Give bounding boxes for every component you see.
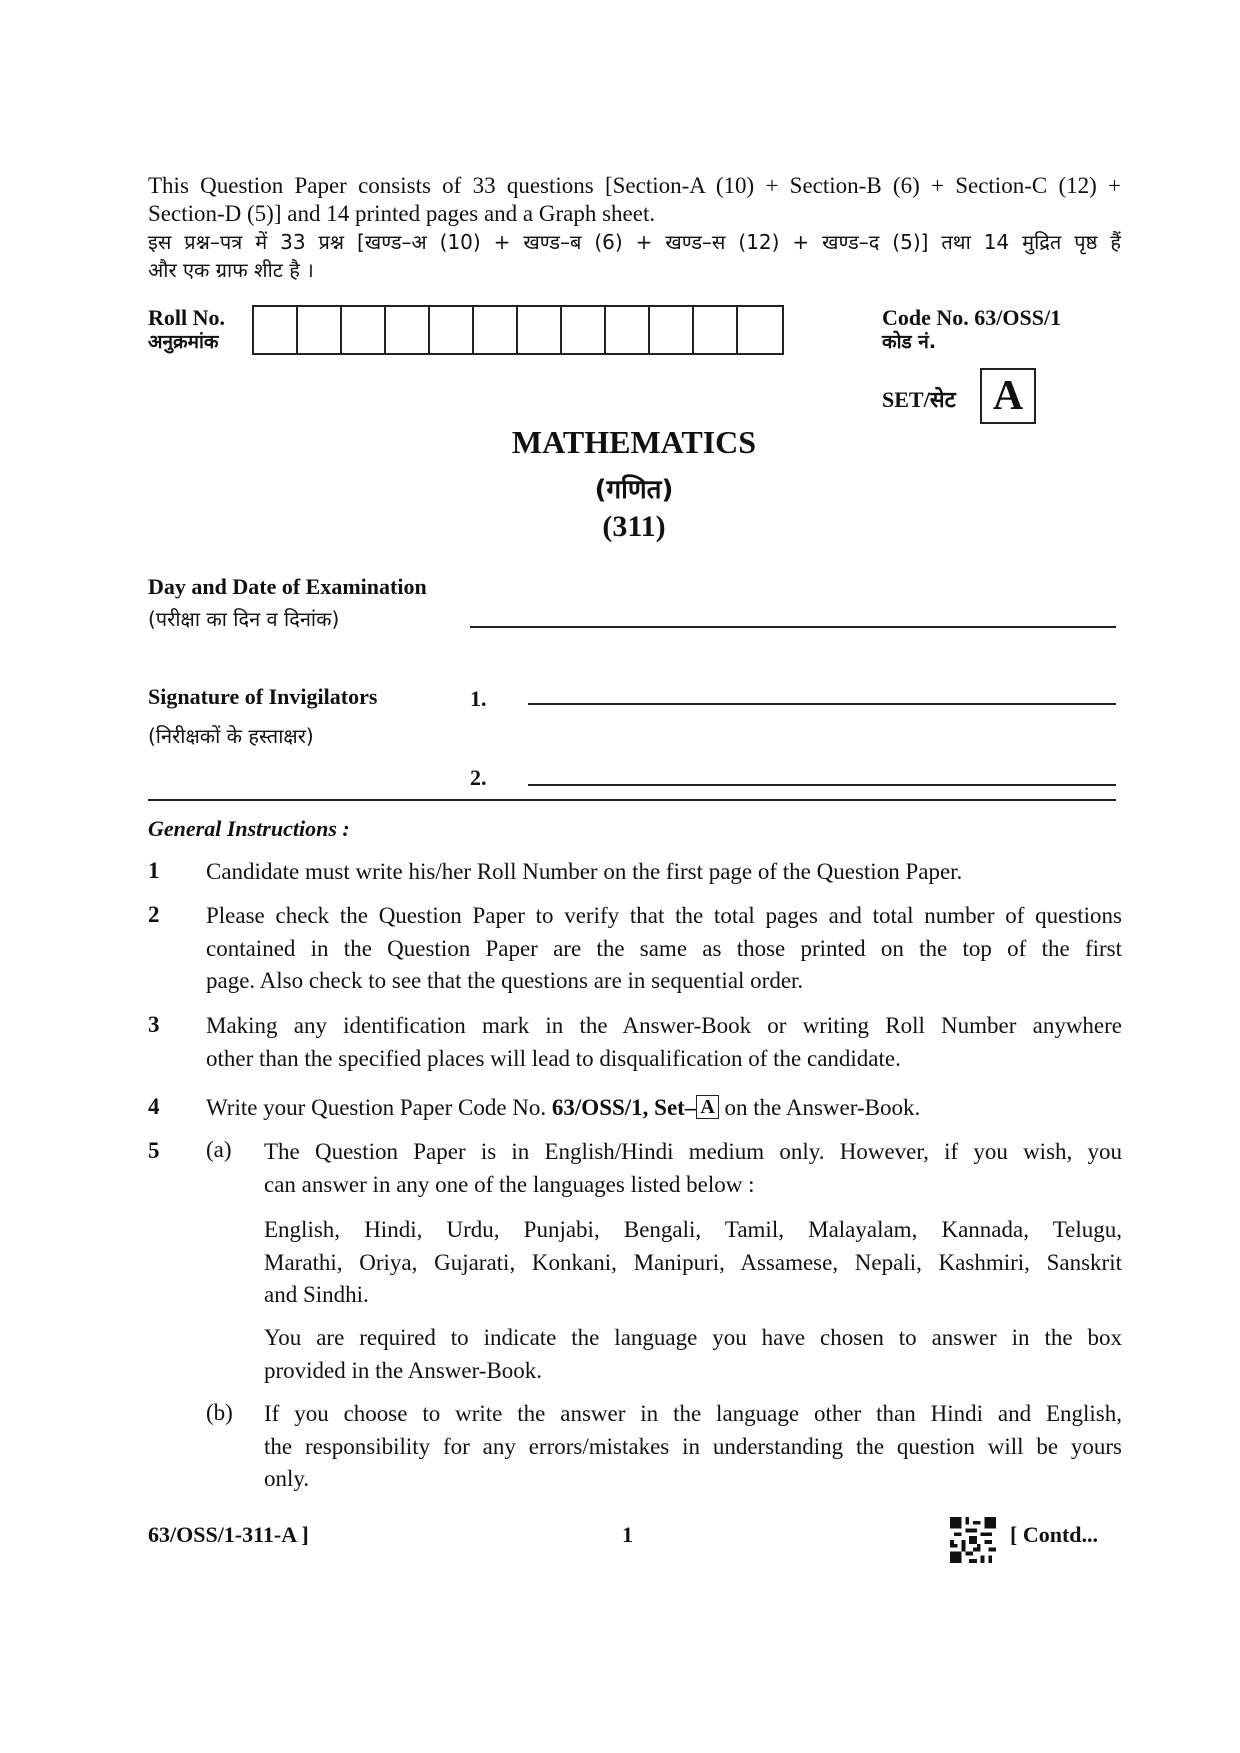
intro-hi-line1: इस प्रश्न–पत्र में 33 प्रश्न [खण्ड–अ (10) + खण्ड–ब (6) + खण्ड–स (12) + खण्ड–द (5)] तथा 14 मुद्रित पृष्ठ हैं: [148, 230, 1121, 254]
intro-hi-line2: और एक ग्राफ शीट है ।: [148, 258, 314, 282]
invigilator-num-2: 2.: [470, 765, 487, 790]
roll-no-boxes[interactable]: [252, 305, 784, 355]
set-box-inline: A: [696, 1095, 718, 1119]
roll-no-cell[interactable]: [518, 307, 562, 353]
roll-no-cell[interactable]: [386, 307, 430, 353]
instruction-5-number: 5: [148, 1138, 160, 1163]
general-instructions-heading: General Instructions :: [148, 816, 350, 841]
qr-code-icon: [950, 1517, 996, 1563]
paper-intro: [148, 172, 1121, 284]
exam-date-label: Day and Date of Examination: [148, 574, 427, 599]
instruction-5a-label: (a): [206, 1137, 232, 1162]
instruction-1-number: 1: [148, 858, 160, 883]
roll-no-cell[interactable]: [738, 307, 782, 353]
invigilator-label-hindi: (निरीक्षकों के हस्ताक्षर): [148, 724, 314, 748]
instruction-3-number: 3: [148, 1012, 160, 1037]
exam-date-label-hindi: (परीक्षा का दिन व दिनांक): [148, 607, 340, 631]
invigilator-signature-line-2[interactable]: [528, 784, 1116, 786]
roll-no-cell[interactable]: [650, 307, 694, 353]
footer-paper-code: 63/OSS/1-311-A ]: [148, 1522, 309, 1547]
roll-no-cell[interactable]: [562, 307, 606, 353]
exam-date-line[interactable]: [470, 626, 1116, 628]
intro-en-line1: This Question Paper consists of 33 questions [Section-A (10) + Section-B (6) + Section-C (12) +: [148, 173, 1121, 198]
invigilator-num-1: 1.: [470, 686, 487, 711]
instruction-4-text: Write your Question Paper Code No. 63/OSS/1, Set– A on the Answer-Book.: [206, 1095, 921, 1120]
roll-no-cell[interactable]: [254, 307, 298, 353]
subject-title: MATHEMATICS: [511, 424, 757, 460]
roll-no-cell[interactable]: [430, 307, 474, 353]
page-number: 1: [622, 1522, 633, 1547]
instruction-5b-text: If you choose to write the answer in the language other than Hindi and English, the responsibility for any errors/mistakes in understanding the question will be yours only.: [264, 1401, 1122, 1491]
roll-no-cell[interactable]: [474, 307, 518, 353]
subject-title-hindi: (गणित): [594, 475, 674, 505]
roll-no-cell[interactable]: [694, 307, 738, 353]
section-divider: [148, 799, 1116, 801]
language-box-instruction: You are required to indicate the language you have chosen to answer in the box provided in the Answer-Book.: [264, 1325, 1122, 1383]
language-list: English, Hindi, Urdu, Punjabi, Bengali, Tamil, Malayalam, Kannada, Telugu, Marathi, Oriya, Gujarati, Konkani, Manipuri, Assamese, Nepali, Kashmiri, Sanskrit and Sindhi.: [264, 1217, 1122, 1307]
invigilator-label: Signature of Invigilators: [148, 684, 378, 709]
set-label: SET/सेट: [882, 387, 956, 412]
roll-no-cell[interactable]: [298, 307, 342, 353]
subject-code: (311): [602, 510, 666, 543]
footer-contd: [ Contd...: [1010, 1522, 1099, 1547]
code-number: Code No. 63/OSS/1 कोड नं.: [882, 305, 1062, 353]
roll-no-cell[interactable]: [342, 307, 386, 353]
instruction-2-text: Please check the Question Paper to verify that the total pages and total number of questions contained in the Question Paper are the same as those printed on the top of the first page. Also check to see that the questions are in sequential order.: [206, 903, 1122, 993]
instruction-5b-label: (b): [206, 1400, 233, 1425]
instruction-2-number: 2: [148, 902, 160, 927]
instruction-4-number: 4: [148, 1094, 160, 1119]
set-box: A: [980, 368, 1036, 424]
invigilator-signature-line-1[interactable]: [528, 703, 1116, 705]
intro-en-line2: Section-D (5)] and 14 printed pages and a Graph sheet.: [148, 201, 656, 226]
instruction-1-text: Candidate must write his/her Roll Number on the first page of the Question Paper.: [206, 859, 963, 884]
instruction-3-text: Making any identification mark in the Answer-Book or writing Roll Number anywhere other than the specified places will lead to disqualification of the candidate.: [206, 1013, 1122, 1071]
roll-no-label: Roll No. अनुक्रमांक: [148, 305, 225, 353]
roll-no-cell[interactable]: [606, 307, 650, 353]
instruction-5a-text: The Question Paper is in English/Hindi medium only. However, if you wish, you can answer in any one of the languages listed below :: [264, 1139, 1122, 1197]
